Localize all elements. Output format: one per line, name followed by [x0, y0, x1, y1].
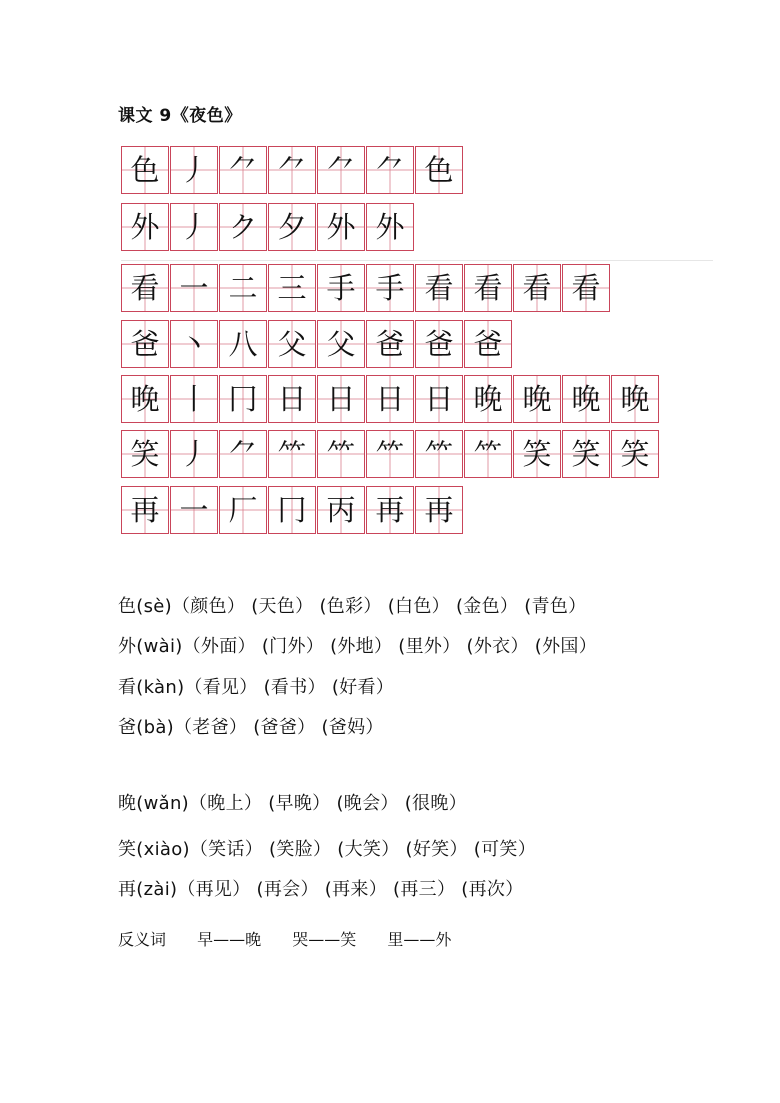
- stroke-glyph: 日: [277, 381, 307, 416]
- stroke-glyph: 日: [424, 381, 454, 416]
- stroke-cell: [268, 375, 316, 423]
- stroke-cell: [464, 375, 512, 423]
- stroke-glyph: 厂: [228, 492, 258, 527]
- stroke-cell: [170, 264, 218, 312]
- vocab-line-se: 色(sè)（颜色） (天色） (色彩） (白色） (金色） (青色）: [118, 596, 587, 617]
- antonym-pair: 里——外: [387, 930, 452, 949]
- stroke-glyph: 看: [130, 270, 160, 305]
- stroke-cell: [121, 146, 169, 194]
- stroke-cell: [366, 264, 414, 312]
- stroke-row-xiao: [121, 430, 660, 478]
- stroke-cell: [317, 486, 365, 534]
- stroke-cell: [170, 430, 218, 478]
- stroke-glyph: 日: [375, 381, 405, 416]
- stroke-cell: [562, 264, 610, 312]
- stroke-glyph: 笑: [620, 436, 650, 471]
- stroke-cell: [170, 375, 218, 423]
- stroke-row-wai: [121, 203, 415, 251]
- stroke-cell: [415, 486, 463, 534]
- stroke-glyph: ⺮: [473, 436, 503, 471]
- stroke-cell: [317, 375, 365, 423]
- stroke-cell: [415, 430, 463, 478]
- stroke-cell: [366, 486, 414, 534]
- stroke-cell: [268, 320, 316, 368]
- divider-line: [121, 260, 713, 261]
- stroke-cell: [170, 146, 218, 194]
- stroke-glyph: 丨: [179, 381, 209, 416]
- stroke-glyph: 父: [277, 326, 307, 361]
- stroke-glyph: ⺮: [375, 436, 405, 471]
- stroke-glyph: 丙: [326, 492, 356, 527]
- stroke-cell: [366, 320, 414, 368]
- stroke-glyph: ⺈: [277, 152, 307, 187]
- stroke-glyph: 看: [522, 270, 552, 305]
- stroke-glyph: 笑: [571, 436, 601, 471]
- stroke-cell: [268, 146, 316, 194]
- stroke-glyph: ⺮: [326, 436, 356, 471]
- stroke-glyph: 外: [375, 209, 405, 244]
- stroke-glyph: 手: [326, 270, 356, 305]
- stroke-glyph: 爸: [130, 326, 160, 361]
- stroke-glyph: 爸: [473, 326, 503, 361]
- vocab-line-ba: 爸(bà)（老爸） (爸爸） (爸妈）: [118, 717, 384, 738]
- vocab-line-zai: 再(zài)（再见） (再会） (再来） (再三） (再次）: [118, 879, 524, 900]
- stroke-glyph: 看: [571, 270, 601, 305]
- stroke-glyph: 色: [130, 152, 160, 187]
- stroke-cell: [121, 264, 169, 312]
- stroke-glyph: 看: [473, 270, 503, 305]
- stroke-cell: [219, 203, 267, 251]
- antonym-label: 反义词: [118, 930, 167, 949]
- stroke-row-wan: [121, 375, 660, 423]
- stroke-cell: [317, 146, 365, 194]
- stroke-cell: [415, 146, 463, 194]
- stroke-cell: [366, 430, 414, 478]
- stroke-cell: [121, 375, 169, 423]
- stroke-row-kan: [121, 264, 611, 312]
- antonym-line: [118, 927, 451, 950]
- stroke-cell: [513, 375, 561, 423]
- stroke-glyph: 色: [424, 152, 454, 187]
- stroke-glyph: 一: [179, 492, 209, 527]
- stroke-cell: [317, 430, 365, 478]
- stroke-cell: [219, 146, 267, 194]
- stroke-cell: [317, 320, 365, 368]
- stroke-cell: [415, 320, 463, 368]
- stroke-cell: [219, 320, 267, 368]
- stroke-cell: [562, 430, 610, 478]
- stroke-cell: [366, 146, 414, 194]
- stroke-glyph: 笑: [130, 436, 160, 471]
- stroke-cell: [464, 320, 512, 368]
- stroke-cell: [121, 203, 169, 251]
- stroke-cell: [366, 375, 414, 423]
- stroke-row-se: [121, 146, 464, 194]
- stroke-cell: [366, 203, 414, 251]
- stroke-cell: [219, 430, 267, 478]
- stroke-cell: [268, 430, 316, 478]
- stroke-cell: [513, 264, 561, 312]
- stroke-glyph: 再: [130, 492, 160, 527]
- stroke-cell: [121, 486, 169, 534]
- stroke-glyph: 晚: [522, 381, 552, 416]
- stroke-cell: [219, 375, 267, 423]
- stroke-cell: [611, 430, 659, 478]
- stroke-glyph: 冂: [228, 381, 258, 416]
- stroke-glyph: 外: [326, 209, 356, 244]
- stroke-cell: [513, 430, 561, 478]
- stroke-cell: [415, 264, 463, 312]
- stroke-glyph: ⺈: [228, 152, 258, 187]
- stroke-glyph: 再: [424, 492, 454, 527]
- stroke-cell: [464, 430, 512, 478]
- stroke-cell: [611, 375, 659, 423]
- lesson-title: 课文 9《夜色》: [118, 106, 242, 126]
- stroke-cell: [317, 203, 365, 251]
- stroke-glyph: ⺈: [228, 436, 258, 471]
- vocab-line-kan: 看(kàn)（看见） (看书） (好看）: [118, 677, 395, 698]
- antonym-pair: 哭——笑: [292, 930, 357, 949]
- stroke-glyph: ク: [228, 209, 258, 244]
- stroke-cell: [415, 375, 463, 423]
- stroke-glyph: 再: [375, 492, 405, 527]
- stroke-glyph: 一: [179, 270, 209, 305]
- stroke-cell: [121, 430, 169, 478]
- stroke-glyph: 外: [130, 209, 160, 244]
- stroke-glyph: ⺈: [326, 152, 356, 187]
- stroke-glyph: 爸: [375, 326, 405, 361]
- stroke-glyph: 晚: [571, 381, 601, 416]
- stroke-cell: [170, 486, 218, 534]
- stroke-glyph: 三: [277, 270, 307, 305]
- stroke-glyph: 丶: [179, 326, 209, 361]
- stroke-glyph: 丿: [179, 209, 209, 244]
- vocab-line-wai: 外(wài)（外面） (门外） (外地） (里外） (外衣） (外国）: [118, 636, 598, 657]
- stroke-glyph: 手: [375, 270, 405, 305]
- stroke-glyph: 二: [228, 270, 258, 305]
- stroke-cell: [219, 264, 267, 312]
- stroke-glyph: 父: [326, 326, 356, 361]
- stroke-glyph: 晚: [130, 381, 160, 416]
- stroke-cell: [219, 486, 267, 534]
- stroke-glyph: ⺈: [375, 152, 405, 187]
- stroke-glyph: 爸: [424, 326, 454, 361]
- stroke-glyph: 晚: [620, 381, 650, 416]
- antonym-pair: 早——晚: [197, 930, 262, 949]
- stroke-glyph: 八: [228, 326, 258, 361]
- stroke-glyph: 日: [326, 381, 356, 416]
- stroke-glyph: 夕: [277, 209, 307, 244]
- stroke-cell: [268, 264, 316, 312]
- stroke-glyph: ⺮: [424, 436, 454, 471]
- stroke-glyph: 笑: [522, 436, 552, 471]
- stroke-cell: [268, 486, 316, 534]
- stroke-cell: [562, 375, 610, 423]
- stroke-cell: [268, 203, 316, 251]
- stroke-row-zai: [121, 486, 464, 534]
- stroke-glyph: ⺮: [277, 436, 307, 471]
- vocab-line-wan: 晚(wǎn)（晚上） (早晚） (晚会） (很晚）: [118, 793, 467, 814]
- stroke-cell: [121, 320, 169, 368]
- stroke-glyph: 丿: [179, 436, 209, 471]
- stroke-glyph: 晚: [473, 381, 503, 416]
- stroke-glyph: 冂: [277, 492, 307, 527]
- stroke-cell: [464, 264, 512, 312]
- stroke-glyph: 丿: [179, 152, 209, 187]
- stroke-row-ba: [121, 320, 513, 368]
- stroke-cell: [170, 203, 218, 251]
- vocab-line-xiao: 笑(xiào)（笑话） (笑脸） (大笑） (好笑） (可笑）: [118, 839, 537, 860]
- stroke-glyph: 看: [424, 270, 454, 305]
- stroke-cell: [317, 264, 365, 312]
- stroke-cell: [170, 320, 218, 368]
